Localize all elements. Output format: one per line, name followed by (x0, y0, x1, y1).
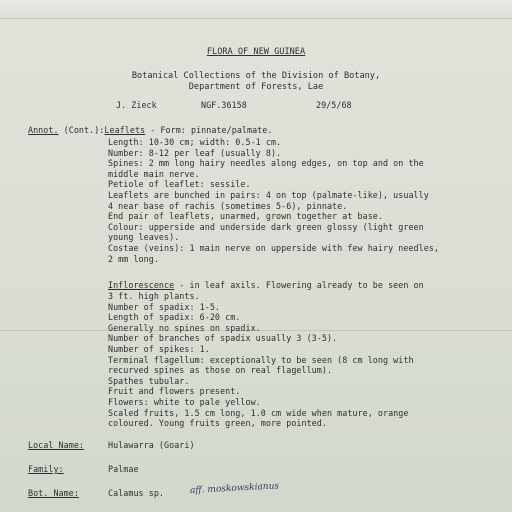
text-line: Colour: upperside and underside dark green glossy (light green (108, 221, 424, 232)
text-line: Length of spadix: 6-20 cm. (108, 312, 241, 323)
text-line: End pair of leaflets, unarmed, grown together at base. (108, 211, 383, 222)
text-line: Number of branches of spadix usually 3 (3-5). (108, 333, 338, 344)
text-line: middle main nerve. (108, 168, 200, 179)
text-line: Scaled fruits, 1.5 cm long, 1.0 cm wide when mature, orange (108, 407, 409, 418)
annot-label: Annot. (28, 125, 59, 135)
text-line: recurved spines as those on real flagellum). (108, 365, 333, 376)
text-line: Terminal flagellum: exceptionally to be seen (8 cm long with (108, 354, 414, 365)
handwritten-annotation: aff. moskowskianus (189, 481, 280, 496)
header-line-2: Department of Forests, Lae (188, 82, 324, 92)
text-line: Generally no spines on spadix. (108, 322, 261, 333)
text-line: Costae (veins): 1 main nerve on upperside with few hairy needles, (108, 243, 439, 253)
text-line: Spines: 2 mm long hairy needles along edges, on top and on the (108, 158, 424, 169)
annot-row (28, 125, 272, 135)
inflorescence-heading-rest: - in leaf axils. Flowering already to be seen on (174, 280, 424, 290)
collection-date: 29/5/68 (316, 100, 352, 110)
text-line: Length: 10-30 cm; width: 0.5-1 cm. (108, 137, 282, 147)
collector-name: J. Zieck (116, 100, 157, 110)
top-paper-edge (0, 0, 512, 19)
text-line: Spathes tubular. (108, 375, 190, 386)
annot-cont: (Cont.): (58, 125, 105, 135)
collection-number: NGF.36158 (201, 100, 247, 110)
leaflets-heading-rest: - Form: pinnate/palmate. (145, 125, 273, 135)
text-line: Petiole of leaflet: sessile. (108, 179, 251, 190)
family-value: Palmae (108, 464, 139, 474)
text-line: Number of spikes: 1. (108, 344, 210, 354)
text-line: young leaves). (108, 232, 180, 243)
text-line: Number of spadix: 1-5. (108, 301, 221, 312)
document-title: FLORA OF NEW GUINEA (206, 47, 306, 57)
leaflets-heading: Leaflets (104, 125, 146, 135)
text-line: Number: 8-12 per leaf (usually 8). (108, 147, 282, 158)
text-line: Flowers: white to pale yellow. (108, 397, 261, 407)
text-line: coloured. Young fruits green, more pointed. (108, 418, 327, 429)
text-line: 2 mm long. (108, 253, 159, 264)
inflorescence-row (108, 280, 424, 290)
text-line: Fruit and flowers present. (108, 386, 241, 397)
bot-name-value: Calamus sp. (108, 488, 165, 498)
text-line: 4 near base of rachis (sometimes 5-6), pinnate. (108, 200, 348, 211)
text-line: 3 ft. high plants. (108, 291, 200, 301)
text-line: Leaflets are bunched in pairs: 4 on top (palmate-like), usually (108, 190, 429, 200)
family-label: Family: (28, 464, 64, 474)
bot-name-label: Bot. Name: (28, 488, 79, 498)
header-line-1: Botanical Collections of the Division of Botany, (131, 71, 381, 81)
inflorescence-heading: Inflorescence (108, 280, 175, 290)
local-name-label: Local Name: (28, 440, 85, 450)
local-name-value: Hulawarra (Goari) (108, 440, 195, 450)
